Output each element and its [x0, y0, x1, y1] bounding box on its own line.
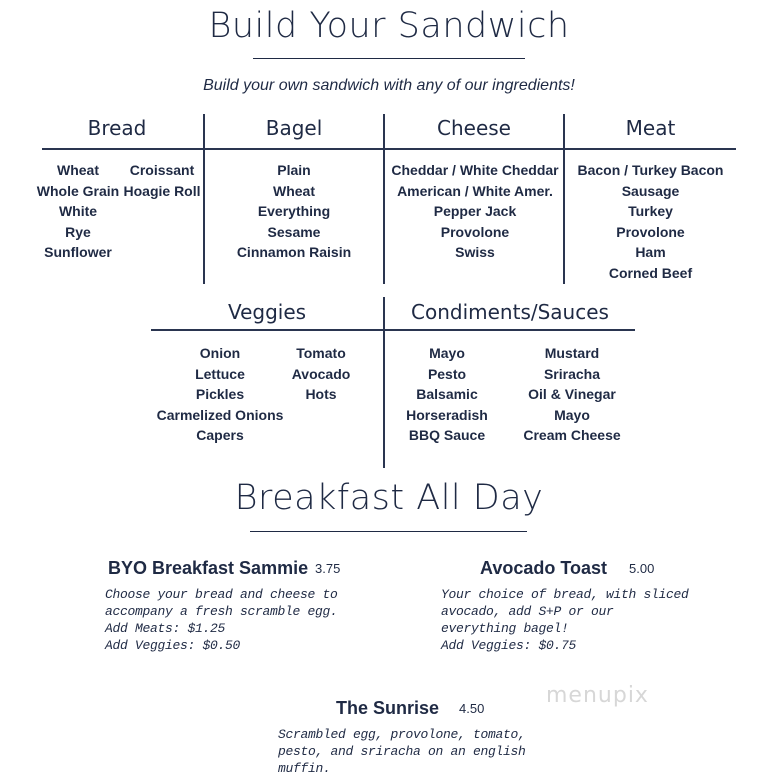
bagel-list — [205, 160, 383, 263]
veggies-heading: Veggies — [227, 300, 307, 324]
description-line: accompany a fresh scramble egg. — [105, 604, 338, 619]
veggie-item: Avocado — [291, 365, 351, 382]
condiment-item: Mayo — [429, 345, 465, 361]
condiment-item: BBQ Sauce — [408, 427, 486, 443]
bagel-item: Plain — [277, 162, 311, 178]
dish-description — [441, 586, 689, 654]
title-underline — [253, 58, 525, 59]
condiment-item: Pesto — [427, 365, 467, 382]
bread-item: Whole Grain — [36, 182, 120, 199]
bread-heading: Bread — [87, 116, 147, 140]
cheese-heading: Cheese — [437, 116, 511, 140]
condiments-list-right — [516, 343, 628, 446]
meat-list — [565, 160, 736, 283]
condiment-item: Mustard — [544, 345, 600, 361]
veggie-item: Hots — [305, 386, 337, 402]
bread-item: Wheat — [57, 162, 99, 178]
dish-price: 3.75 — [315, 561, 341, 576]
veggie-item: Tomato — [296, 345, 346, 361]
veggie-item: Pickles — [195, 386, 245, 402]
cheese-item: Pepper Jack — [433, 203, 517, 219]
cheese-list — [385, 160, 565, 263]
description-line: pesto, and sriracha on an english — [278, 744, 526, 759]
description-line: muffin. — [278, 761, 331, 776]
description-line: Your choice of bread, with sliced — [441, 587, 689, 602]
top-grid-divider — [42, 148, 736, 150]
description-line: Scrambled egg, provolone, tomato, — [278, 727, 526, 742]
description-line: avocado, add S+P or our — [441, 604, 614, 619]
veggie-item: Lettuce — [195, 365, 245, 382]
dish-price: 5.00 — [629, 561, 655, 576]
meat-item: Sausage — [621, 182, 680, 199]
breakfast-title: Breakfast All Day — [234, 478, 544, 518]
cheese-item: Cheddar / White Cheddar — [391, 162, 559, 178]
page-subtitle: Build your own sandwich with any of our ingredients! — [203, 77, 575, 94]
bread-item: Croissant — [129, 162, 195, 178]
description-line: Add Veggies: $0.50 — [105, 638, 241, 653]
dish-name-avocado-toast: Avocado Toast — [480, 558, 608, 578]
cheese-item: Provolone — [440, 223, 510, 240]
bread-list-left — [38, 160, 118, 263]
bread-list-right — [124, 160, 200, 201]
breakfast-underline — [250, 531, 527, 532]
meat-item: Corned Beef — [608, 264, 693, 281]
condiment-item: Cream Cheese — [523, 427, 621, 443]
page-title: Build Your Sandwich — [208, 6, 570, 46]
description-line: everything bagel! — [441, 621, 569, 636]
description-line: Add Meats: $1.25 — [105, 621, 226, 636]
dish-name-byo-breakfast-sammie: BYO Breakfast Sammie — [108, 558, 309, 578]
condiments-heading: Condiments/Sauces — [411, 300, 609, 324]
condiment-item: Sriracha — [543, 365, 601, 382]
cheese-item: Swiss — [455, 244, 495, 260]
bagel-item: Sesame — [267, 223, 321, 240]
description-line: Choose your bread and cheese to — [105, 587, 338, 602]
condiment-item: Balsamic — [416, 386, 478, 402]
bread-item: Hoagie Roll — [123, 182, 201, 199]
veggie-item: Carmelized Onions — [156, 406, 284, 423]
veggies-list-left — [158, 343, 282, 446]
cheese-item: American / White Amer. — [397, 182, 553, 199]
description-line: Add Veggies: $0.75 — [441, 638, 577, 653]
meat-heading: Meat — [625, 116, 676, 140]
bread-item: Sunflower — [44, 244, 112, 260]
condiments-list-left — [400, 343, 494, 446]
bread-item: White — [58, 203, 98, 219]
meat-item: Turkey — [628, 203, 673, 219]
bagel-heading: Bagel — [265, 116, 323, 140]
meat-item: Bacon / Turkey Bacon — [577, 162, 724, 178]
condiment-item: Oil & Vinegar — [528, 386, 616, 402]
meat-item: Ham — [635, 244, 666, 260]
middle-grid-divider — [151, 329, 635, 331]
meat-item: Provolone — [616, 223, 685, 240]
watermark: menupix — [546, 683, 649, 708]
bagel-item: Cinnamon Raisin — [236, 244, 352, 260]
dish-price: 4.50 — [459, 701, 485, 716]
veggie-item: Onion — [199, 345, 241, 361]
condiment-item: Horseradish — [406, 406, 488, 423]
veggies-list-right — [284, 343, 358, 405]
dish-name-the-sunrise: The Sunrise — [336, 698, 440, 718]
veggie-item: Capers — [196, 427, 244, 443]
bread-item: Rye — [65, 223, 91, 240]
bagel-item: Everything — [257, 203, 331, 219]
dish-description — [105, 586, 338, 654]
bagel-item: Wheat — [273, 182, 315, 199]
dish-description — [278, 726, 526, 777]
condiment-item: Mayo — [554, 406, 590, 423]
